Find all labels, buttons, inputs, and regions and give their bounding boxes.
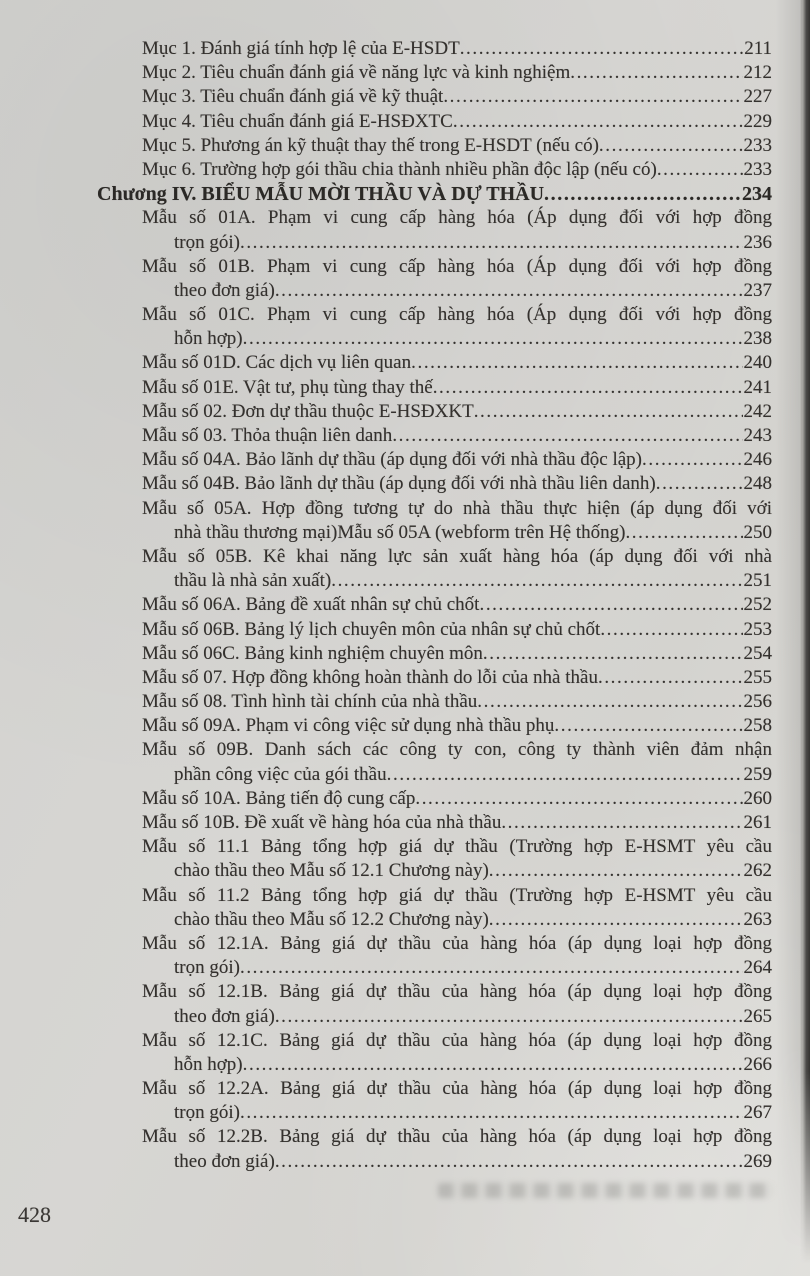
toc-page-number: 262: [743, 860, 772, 882]
toc-entry-leader-line: [0, 110, 810, 134]
toc-entry: [0, 738, 810, 786]
toc-entry: [0, 497, 810, 545]
toc-entry-text-line: Mẫu số 09B. Danh sách các công ty con, công ty thành viên đảm nhận: [142, 739, 772, 761]
toc-entry: [0, 37, 810, 61]
toc-page-number: 254: [743, 642, 772, 664]
dot-leader: [240, 1101, 743, 1125]
toc-entry: [0, 835, 810, 883]
toc-entry: [0, 593, 810, 617]
toc-entry-leader-line: [0, 521, 810, 545]
toc-entry-text: Mục 4. Tiêu chuẩn đánh giá E-HSĐXTC: [142, 110, 453, 132]
toc-entry-text: Mục 5. Phương án kỹ thuật thay thế trong E-HSDT (nếu có): [142, 134, 599, 156]
toc-entry: [0, 545, 810, 593]
toc-entry-leader-line: [0, 811, 810, 835]
toc-page-number: 260: [743, 787, 772, 809]
dot-leader: [240, 956, 743, 980]
toc-entry-text: trọn gói): [174, 1102, 240, 1124]
dot-leader: [240, 231, 743, 255]
dot-leader: [453, 110, 743, 134]
toc-entry-leader-line: [0, 472, 810, 496]
toc-entry-text: theo đơn giá): [174, 1150, 275, 1172]
dot-leader: [411, 351, 742, 375]
toc-page-number: 229: [743, 110, 772, 132]
dot-leader: [598, 666, 743, 690]
toc-entry-text-line: Mẫu số 01C. Phạm vi cung cấp hàng hóa (Áp dụng đối với hợp đồng: [142, 304, 772, 326]
toc-entry-leader-line: [0, 327, 810, 351]
toc-entry-leader-line: [0, 859, 810, 883]
dot-leader: [600, 618, 742, 642]
toc-entry-leader-line: [0, 1053, 810, 1077]
toc-page-number: 238: [743, 328, 772, 350]
dot-leader: [483, 642, 743, 666]
toc-entry: [0, 351, 810, 375]
toc-entry: [0, 206, 810, 254]
toc-entry-leader-line: [0, 182, 810, 206]
dot-leader: [331, 569, 742, 593]
dot-leader: [599, 134, 743, 158]
dot-leader: [460, 37, 744, 61]
dot-leader: [625, 521, 742, 545]
toc-entry-text: hỗn hợp): [174, 328, 243, 350]
toc-entry-text-line: Mẫu số 01A. Phạm vi cung cấp hàng hóa (Áp dụng đối với hợp đồng: [142, 207, 772, 229]
toc-page-number: 269: [743, 1150, 772, 1172]
toc-page-number: 263: [743, 908, 772, 930]
toc-entry-leader-line: [0, 279, 810, 303]
dot-leader: [656, 472, 743, 496]
toc-page-number: 236: [743, 231, 772, 253]
toc-entry-leader-line: [0, 1101, 810, 1125]
toc-entry-text: Mẫu số 01D. Các dịch vụ liên quan: [142, 352, 412, 374]
toc-page-number: 255: [743, 666, 772, 688]
toc-page-number: 233: [743, 158, 772, 180]
toc-entry: [0, 811, 810, 835]
dot-leader: [477, 690, 742, 714]
toc-entry: [0, 932, 810, 980]
toc-entry-leader-line: [0, 448, 810, 472]
toc-page-number: 234: [742, 183, 772, 206]
toc-entry-text: Mẫu số 06C. Bảng kinh nghiệm chuyên môn: [142, 642, 483, 664]
toc-page-number: 233: [743, 134, 772, 156]
toc-entry: [0, 714, 810, 738]
toc-list: [0, 37, 810, 1174]
toc-entry-text: Mẫu số 01E. Vật tư, phụ tùng thay thế: [142, 376, 433, 398]
toc-entry-leader-line: [0, 400, 810, 424]
toc-entry: [0, 158, 810, 182]
toc-entry: [0, 85, 810, 109]
toc-entry: [0, 787, 810, 811]
toc-entry-leader-line: [0, 618, 810, 642]
toc-entry-leader-line: [0, 1150, 810, 1174]
toc-entry-leader-line: [0, 158, 810, 182]
toc-entry: [0, 376, 810, 400]
toc-entry-text-line: Mẫu số 12.2B. Bảng giá dự thầu của hàng hóa (áp dụng loại hợp đồng: [142, 1126, 772, 1148]
toc-entry-leader-line: [0, 642, 810, 666]
dot-leader: [443, 85, 742, 109]
dot-leader: [433, 376, 743, 400]
toc-entry-leader-line: [0, 690, 810, 714]
toc-entry-leader-line: [0, 787, 810, 811]
toc-entry: [0, 884, 810, 932]
toc-entry: [0, 110, 810, 134]
dot-leader: [275, 1005, 743, 1029]
toc-entry-text: Mẫu số 09A. Phạm vi công việc sử dụng nhà thầu phụ: [142, 715, 555, 737]
dot-leader: [387, 763, 743, 787]
dot-leader: [544, 182, 741, 206]
toc-page-number: 240: [743, 352, 772, 374]
toc-entry-leader-line: [0, 593, 810, 617]
toc-entry-text: phần công việc của gói thầu: [174, 763, 387, 785]
toc-entry-text: Mẫu số 06B. Bảng lý lịch chuyên môn của nhân sự chủ chốt: [142, 618, 601, 640]
dot-leader: [243, 327, 743, 351]
toc-entry: [0, 424, 810, 448]
toc-entry-leader-line: [0, 569, 810, 593]
toc-page-number: 253: [743, 618, 772, 640]
dot-leader: [554, 714, 742, 738]
toc-entry: [0, 618, 810, 642]
toc-entry-text: Mục 6. Trường hợp gói thầu chia thành nhiều phần độc lập (nếu có): [142, 158, 657, 180]
toc-entry-text: trọn gói): [174, 957, 240, 979]
toc-page-number: 237: [743, 279, 772, 301]
toc-entry: [0, 666, 810, 690]
toc-page-number: 243: [743, 425, 772, 446]
toc-entry-leader-line: [0, 666, 810, 690]
toc-entry-leader-line: [0, 1005, 810, 1029]
toc-chapter-entry: [0, 182, 810, 206]
toc-entry-leader-line: [0, 37, 810, 61]
toc-page-number: 261: [743, 812, 772, 833]
toc-entry: [0, 980, 810, 1028]
toc-entry-text: theo đơn giá): [174, 1005, 275, 1027]
toc-page-number: 258: [743, 715, 772, 737]
toc-entry: [0, 61, 810, 85]
toc-entry: [0, 255, 810, 303]
toc-entry-text-line: Mẫu số 01B. Phạm vi cung cấp hàng hóa (Áp dụng đối với hợp đồng: [142, 255, 772, 277]
page-edge-shadow: [800, 0, 810, 1276]
toc-entry-leader-line: [0, 231, 810, 255]
toc-entry: [0, 1077, 810, 1125]
dot-leader: [642, 448, 742, 472]
dot-leader: [415, 787, 742, 811]
toc-entry-text: thầu là nhà sản xuất): [174, 570, 332, 592]
toc-page-number: 256: [743, 691, 772, 713]
toc-entry-text-line: Mẫu số 12.2A. Bảng giá dự thầu của hàng hóa (áp dụng loại hợp đồng: [142, 1078, 772, 1100]
toc-page-number: 248: [743, 473, 772, 495]
dot-leader: [479, 593, 742, 617]
toc-page-number: 212: [743, 62, 772, 84]
toc-entry-leader-line: [0, 424, 810, 448]
toc-entry-text: nhà thầu thương mại)Mẫu số 05A (webform trên Hệ thống): [174, 521, 626, 543]
dot-leader: [489, 908, 743, 932]
toc-entry-text-line: Mẫu số 05A. Hợp đồng tương tự do nhà thầu thực hiện (áp dụng đối với: [142, 497, 772, 519]
toc-entry-text: trọn gói): [174, 231, 240, 253]
toc-page-number: 227: [743, 86, 772, 108]
toc-entry-leader-line: [0, 376, 810, 400]
toc-entry: [0, 642, 810, 666]
toc-page-number: 211: [744, 38, 772, 59]
toc-entry-text-line: Mẫu số 12.1C. Bảng giá dự thầu của hàng hóa (áp dụng loại hợp đồng: [142, 1029, 772, 1051]
toc-entry-text: theo đơn giá): [174, 279, 275, 301]
toc-entry-text: Chương IV. BIỂU MẪU MỜI THẦU VÀ DỰ THẦU: [97, 183, 545, 206]
toc-entry-text: Mẫu số 02. Đơn dự thầu thuộc E-HSĐXKT: [142, 400, 474, 422]
toc-page-number: 265: [743, 1005, 772, 1027]
toc-entry-text: Mẫu số 08. Tình hình tài chính của nhà thầu: [142, 691, 478, 713]
toc-entry-text: Mục 1. Đánh giá tính hợp lệ của E-HSDT: [142, 38, 460, 59]
dot-leader: [243, 1053, 743, 1077]
dot-leader: [474, 400, 743, 424]
toc-entry-text: Mục 2. Tiêu chuẩn đánh giá về năng lực và kinh nghiệm: [142, 62, 571, 84]
dot-leader: [275, 279, 743, 303]
toc-entry-text: Mẫu số 04A. Bảo lãnh dự thầu (áp dụng đối với nhà thầu độc lập): [142, 449, 643, 471]
toc-entry: [0, 690, 810, 714]
toc-entry-text: Mẫu số 07. Hợp đồng không hoàn thành do lỗi của nhà thầu: [142, 666, 598, 688]
toc-page-number: 242: [743, 400, 772, 422]
toc-entry: [0, 134, 810, 158]
toc-entry-leader-line: [0, 908, 810, 932]
toc-page-number: 267: [743, 1102, 772, 1124]
page-edge-soft-shadow: [776, 0, 802, 1276]
toc-entry-text: Mẫu số 04B. Bảo lãnh dự thầu (áp dụng đối với nhà thầu liên danh): [142, 473, 656, 495]
toc-page-number: 241: [743, 376, 772, 398]
toc-entry-leader-line: [0, 134, 810, 158]
dot-leader: [392, 424, 742, 448]
toc-page-number: 259: [743, 763, 772, 785]
toc-entry: [0, 400, 810, 424]
toc-entry-text-line: Mẫu số 12.1A. Bảng giá dự thầu của hàng hóa (áp dụng loại hợp đồng: [142, 932, 772, 954]
dot-leader: [570, 61, 742, 85]
toc-page-number: 250: [743, 521, 772, 543]
toc-entry-text-line: Mẫu số 12.1B. Bảng giá dự thầu của hàng hóa (áp dụng loại hợp đồng: [142, 981, 772, 1003]
toc-entry-leader-line: [0, 61, 810, 85]
toc-page-number: 251: [743, 570, 772, 592]
toc-entry-text-line: Mẫu số 11.1 Bảng tổng hợp giá dự thầu (Trường hợp E-HSMT yêu cầu: [142, 836, 772, 858]
toc-entry-text: hỗn hợp): [174, 1053, 243, 1075]
toc-entry: [0, 303, 810, 351]
toc-page-number: 266: [743, 1053, 772, 1075]
toc-entry-text-line: Mẫu số 05B. Kê khai năng lực sản xuất hàng hóa (áp dụng đối với nhà: [142, 545, 772, 567]
toc-entry-text: Mẫu số 06A. Bảng đề xuất nhân sự chủ chốt: [142, 594, 480, 616]
dot-leader: [657, 158, 743, 182]
toc-entry-text: Mục 3. Tiêu chuẩn đánh giá về kỹ thuật: [142, 86, 444, 108]
dot-leader: [489, 859, 743, 883]
dot-leader: [501, 811, 742, 835]
toc-entry-leader-line: [0, 714, 810, 738]
toc-entry-leader-line: [0, 763, 810, 787]
dot-leader: [275, 1150, 743, 1174]
toc-page-number: 264: [743, 957, 772, 979]
toc-page-number: 252: [743, 594, 772, 616]
toc-entry-leader-line: [0, 956, 810, 980]
toc-entry-text: Mẫu số 03. Thỏa thuận liên danh: [142, 425, 393, 446]
toc-entry: [0, 1125, 810, 1173]
toc-entry: [0, 1029, 810, 1077]
toc-entry-text: chào thầu theo Mẫu số 12.1 Chương này): [174, 860, 489, 882]
toc-entry-leader-line: [0, 351, 810, 375]
toc-entry: [0, 472, 810, 496]
toc-entry-leader-line: [0, 85, 810, 109]
toc-entry-text-line: Mẫu số 11.2 Bảng tổng hợp giá dự thầu (Trường hợp E-HSMT yêu cầu: [142, 884, 772, 906]
toc-entry-text: Mẫu số 10A. Bảng tiến độ cung cấp: [142, 787, 416, 809]
toc-entry-text: Mẫu số 10B. Đề xuất về hàng hóa của nhà thầu: [142, 812, 502, 833]
toc-entry-text: chào thầu theo Mẫu số 12.2 Chương này): [174, 908, 489, 930]
toc-entry: [0, 448, 810, 472]
ink-bleedthrough-ghost: [438, 1183, 773, 1198]
page-number: 428: [18, 1202, 51, 1227]
toc-page-number: 246: [743, 449, 772, 471]
